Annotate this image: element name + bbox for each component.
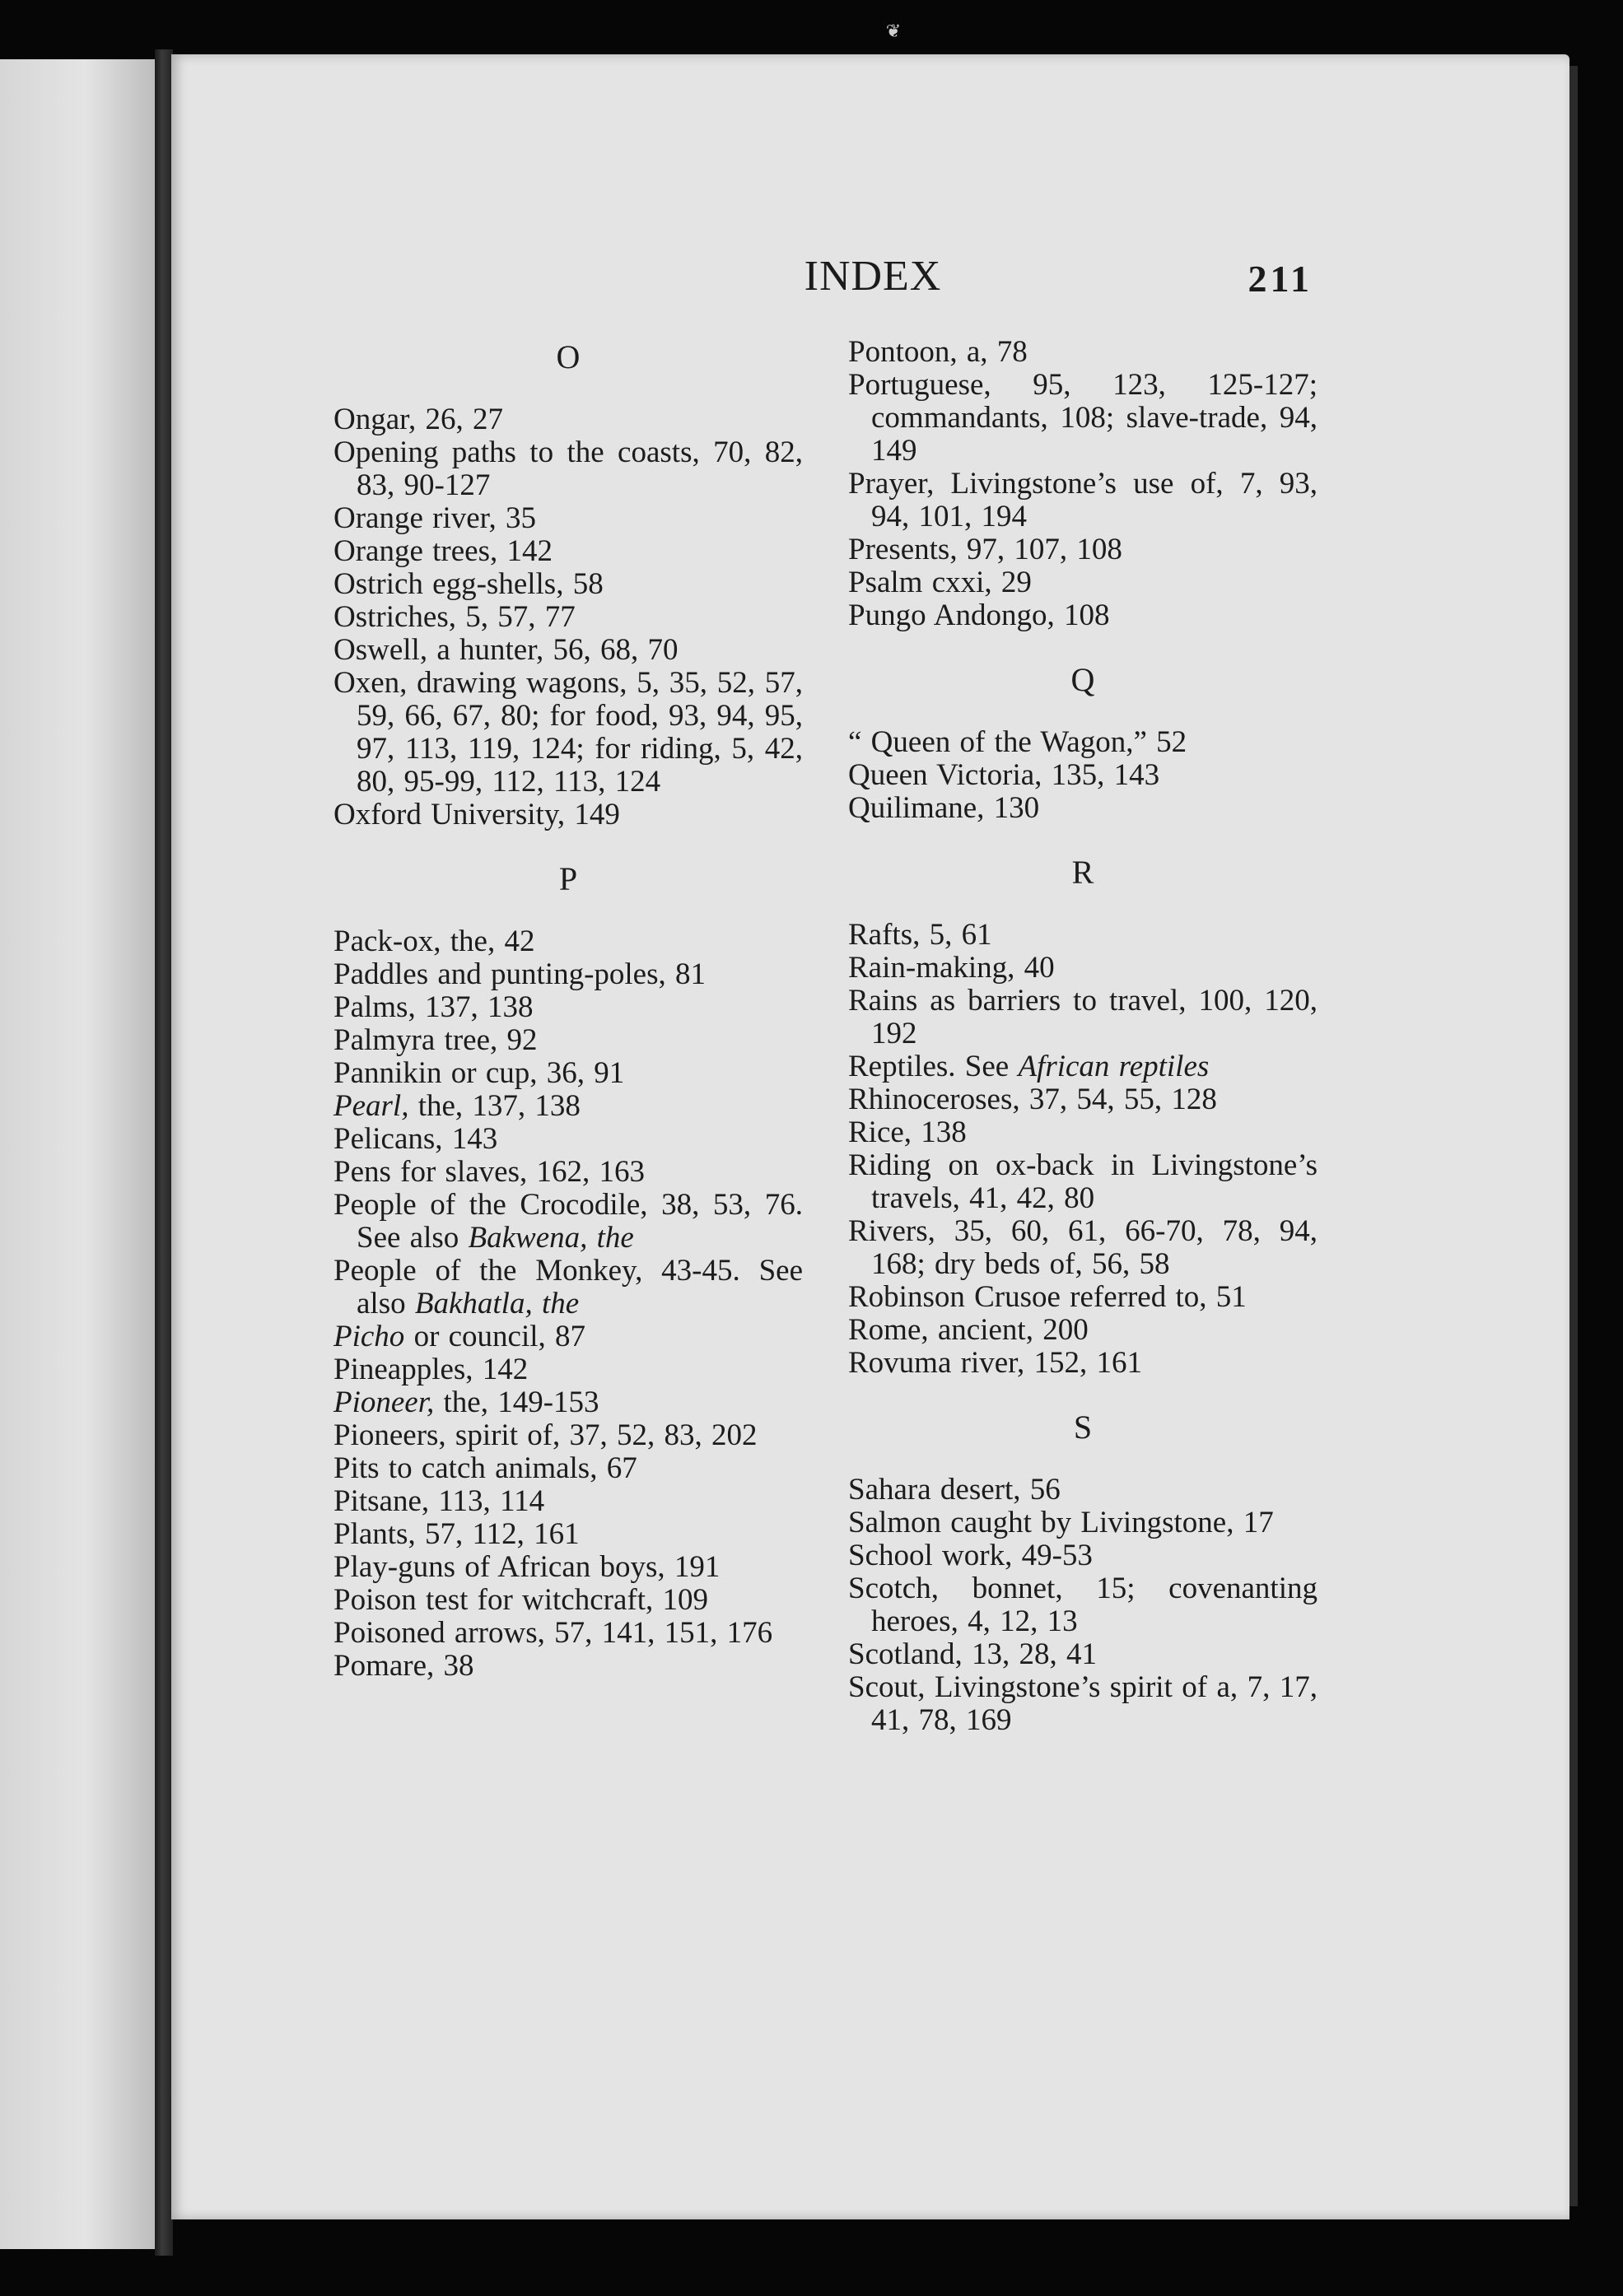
index-entry <box>848 1572 1318 1638</box>
entry-text: Pits to catch animals, 67 <box>333 1451 637 1485</box>
index-entry <box>848 1281 1318 1314</box>
index-entry <box>848 1671 1318 1737</box>
index-entry <box>848 1539 1318 1572</box>
book-gutter <box>155 49 173 2256</box>
top-ornament-icon: ❦ <box>885 21 902 41</box>
entry-text: or council, 87 <box>404 1320 586 1353</box>
index-entry <box>333 925 803 958</box>
page-shadow-edge <box>1569 66 1578 2206</box>
entry-text: Play-guns of African boys, 191 <box>333 1550 721 1584</box>
entry-text: Palmyra tree, 92 <box>333 1023 538 1057</box>
entry-text: Riding on ox-back in Livingstone’s travels, 41, 42, 80 <box>848 1148 1318 1215</box>
entry-text: Rovuma river, 152, 161 <box>848 1346 1142 1380</box>
entry-text: Poisoned arrows, 57, 141, 151, 176 <box>333 1616 773 1650</box>
entry-text: Paddles and punting-poles, 81 <box>333 957 707 991</box>
index-entry <box>848 369 1318 468</box>
index-entry <box>848 1215 1318 1281</box>
index-entry <box>333 799 803 831</box>
entry-text: Rafts, 5, 61 <box>848 918 992 952</box>
entry-text: Rhinoceroses, 37, 54, 55, 128 <box>848 1083 1217 1116</box>
index-entry <box>333 1617 803 1650</box>
index-entry <box>333 535 803 568</box>
index-entry <box>848 1050 1318 1083</box>
index-entry <box>333 1156 803 1189</box>
index-entry <box>848 1638 1318 1671</box>
index-entry <box>333 1584 803 1617</box>
italic-term: African reptiles <box>1018 1050 1210 1083</box>
entry-text: Pens for slaves, 162, 163 <box>333 1155 645 1189</box>
entry-text: Queen Victoria, 135, 143 <box>848 758 1160 792</box>
section-letter-p: P <box>558 860 578 897</box>
index-entry <box>848 1507 1318 1539</box>
entry-text: Robinson Crusoe referred to, 51 <box>848 1280 1247 1314</box>
index-entry <box>333 991 803 1024</box>
entry-text: Presents, 97, 107, 108 <box>848 533 1122 566</box>
index-entry <box>333 1386 803 1419</box>
index-entry <box>333 667 803 799</box>
entry-text: Quilimane, 130 <box>848 791 1040 825</box>
entry-text: Pungo Andongo, 108 <box>848 598 1110 632</box>
entry-text: Salmon caught by Livingstone, 17 <box>848 1506 1274 1539</box>
entry-text: Psalm cxxi, 29 <box>848 566 1032 599</box>
entry-text: Portuguese, 95, 123, 125-127; commandants, 108; slave-trade, 94, 149 <box>848 368 1318 468</box>
italic-term: Pioneer, <box>333 1386 435 1419</box>
index-entry <box>848 1116 1318 1149</box>
section-letter-s: S <box>1073 1409 1093 1446</box>
index-entry <box>848 533 1318 566</box>
index-entry <box>333 1024 803 1057</box>
entry-text: Pontoon, a, 78 <box>848 335 1028 369</box>
entry-text: Oxford University, 149 <box>333 798 620 831</box>
index-entry <box>333 1353 803 1386</box>
entry-text: Scotland, 13, 28, 41 <box>848 1637 1097 1671</box>
index-entry <box>333 1255 803 1320</box>
italic-term: Bakwena, the <box>468 1221 634 1255</box>
entry-text: Reptiles. See <box>848 1050 1019 1083</box>
italic-term: Bakhatla, the <box>414 1287 580 1320</box>
index-entry <box>848 952 1318 985</box>
index-entry <box>848 1474 1318 1507</box>
index-entry <box>848 726 1318 759</box>
entry-text: “ Queen of the Wagon,” 52 <box>848 725 1187 759</box>
index-entry <box>848 566 1318 599</box>
page-number: 211 <box>1248 258 1313 300</box>
entry-text: Rome, ancient, 200 <box>848 1313 1089 1347</box>
entry-text: Scout, Livingstone’s spirit of a, 7, 17, 41, 78, 169 <box>848 1670 1318 1737</box>
section-letter-o: O <box>556 338 581 375</box>
entry-text: Ongar, 26, 27 <box>333 403 503 436</box>
index-entry <box>848 792 1318 825</box>
index-entry <box>333 1189 803 1255</box>
index-entry <box>848 1314 1318 1347</box>
index-entry <box>848 1083 1318 1116</box>
entry-text: Prayer, Livingstone’s use of, 7, 93, 94, 101, 194 <box>848 467 1318 533</box>
index-entry <box>848 919 1318 952</box>
entry-text: the, 137, 138 <box>408 1089 581 1123</box>
entry-text: Rivers, 35, 60, 61, 66-70, 78, 94, 168; dry beds of, 56, 58 <box>848 1214 1318 1281</box>
entry-text: Rain-making, 40 <box>848 951 1055 985</box>
index-entry <box>848 336 1318 369</box>
entry-text: the, 149-153 <box>434 1386 599 1419</box>
index-entry <box>333 1057 803 1090</box>
index-entry <box>333 1419 803 1452</box>
index-entry <box>848 1347 1318 1380</box>
entry-text: Opening paths to the coasts, 70, 82, 83, 90-127 <box>333 435 803 502</box>
entry-text: Pannikin or cup, 36, 91 <box>333 1056 625 1090</box>
entry-text: Pineapples, 142 <box>333 1353 529 1386</box>
entry-text: Orange trees, 142 <box>333 534 553 568</box>
entry-text: Rice, 138 <box>848 1115 967 1149</box>
index-entry <box>333 403 803 436</box>
index-entry <box>333 502 803 535</box>
running-head: INDEX <box>804 253 942 300</box>
index-entry <box>333 1123 803 1156</box>
section-letter-r: R <box>1071 854 1094 891</box>
index-entry <box>333 1090 803 1123</box>
entry-text: Ostrich egg-shells, 58 <box>333 567 604 601</box>
index-entry <box>848 759 1318 792</box>
index-entry <box>333 958 803 991</box>
index-entry <box>333 1485 803 1518</box>
entry-text: Pomare, 38 <box>333 1649 474 1683</box>
entry-text: School work, 49-53 <box>848 1539 1093 1572</box>
index-entry <box>333 1452 803 1485</box>
section-letter-q: Q <box>1070 661 1095 698</box>
index-entry <box>848 599 1318 632</box>
index-column-right <box>848 336 1318 1737</box>
entry-text: Rains as barriers to travel, 100, 120, 192 <box>848 984 1318 1050</box>
index-entry <box>848 1149 1318 1215</box>
index-entry <box>333 568 803 601</box>
index-entry <box>333 1551 803 1584</box>
index-entry <box>848 985 1318 1050</box>
entry-text: Sahara desert, 56 <box>848 1473 1061 1507</box>
index-entry <box>848 468 1318 533</box>
entry-text: Poison test for witchcraft, 109 <box>333 1583 708 1617</box>
entry-text: Oswell, a hunter, 56, 68, 70 <box>333 633 679 667</box>
italic-term: Picho <box>333 1320 405 1353</box>
entry-text: Ostriches, 5, 57, 77 <box>333 600 576 634</box>
entry-text: Oxen, drawing wagons, 5, 35, 52, 57, 59, 66, 67, 80; for food, 93, 94, 95, 97, 113, 119, 124; for riding, 5, 42, 80, 95-99, 112, 113, 124 <box>333 666 803 799</box>
index-entry <box>333 436 803 502</box>
index-entry <box>333 601 803 634</box>
entry-text: Scotch, bonnet, 15; covenanting heroes, 4, 12, 13 <box>848 1572 1318 1638</box>
entry-text: Plants, 57, 112, 161 <box>333 1517 580 1551</box>
entry-text: Pioneers, spirit of, 37, 52, 83, 202 <box>333 1418 758 1452</box>
entry-text: People of the Crocodile, 38, 53, 76. See also <box>333 1188 803 1255</box>
entry-text: Pack-ox, the, 42 <box>333 924 535 958</box>
entry-text: People of the Monkey, 43-45. See also <box>333 1254 803 1320</box>
index-entry <box>333 1650 803 1683</box>
entry-text: Palms, 137, 138 <box>333 990 534 1024</box>
italic-term: Pearl, <box>333 1089 409 1123</box>
index-column-left <box>333 336 803 1683</box>
index-entry <box>333 1518 803 1551</box>
entry-text: Pitsane, 113, 114 <box>333 1484 545 1518</box>
index-entry <box>333 634 803 667</box>
entry-text: Pelicans, 143 <box>333 1122 498 1156</box>
entry-text: Orange river, 35 <box>333 501 536 535</box>
index-entry <box>333 1320 803 1353</box>
facing-page-edge <box>0 59 155 2249</box>
